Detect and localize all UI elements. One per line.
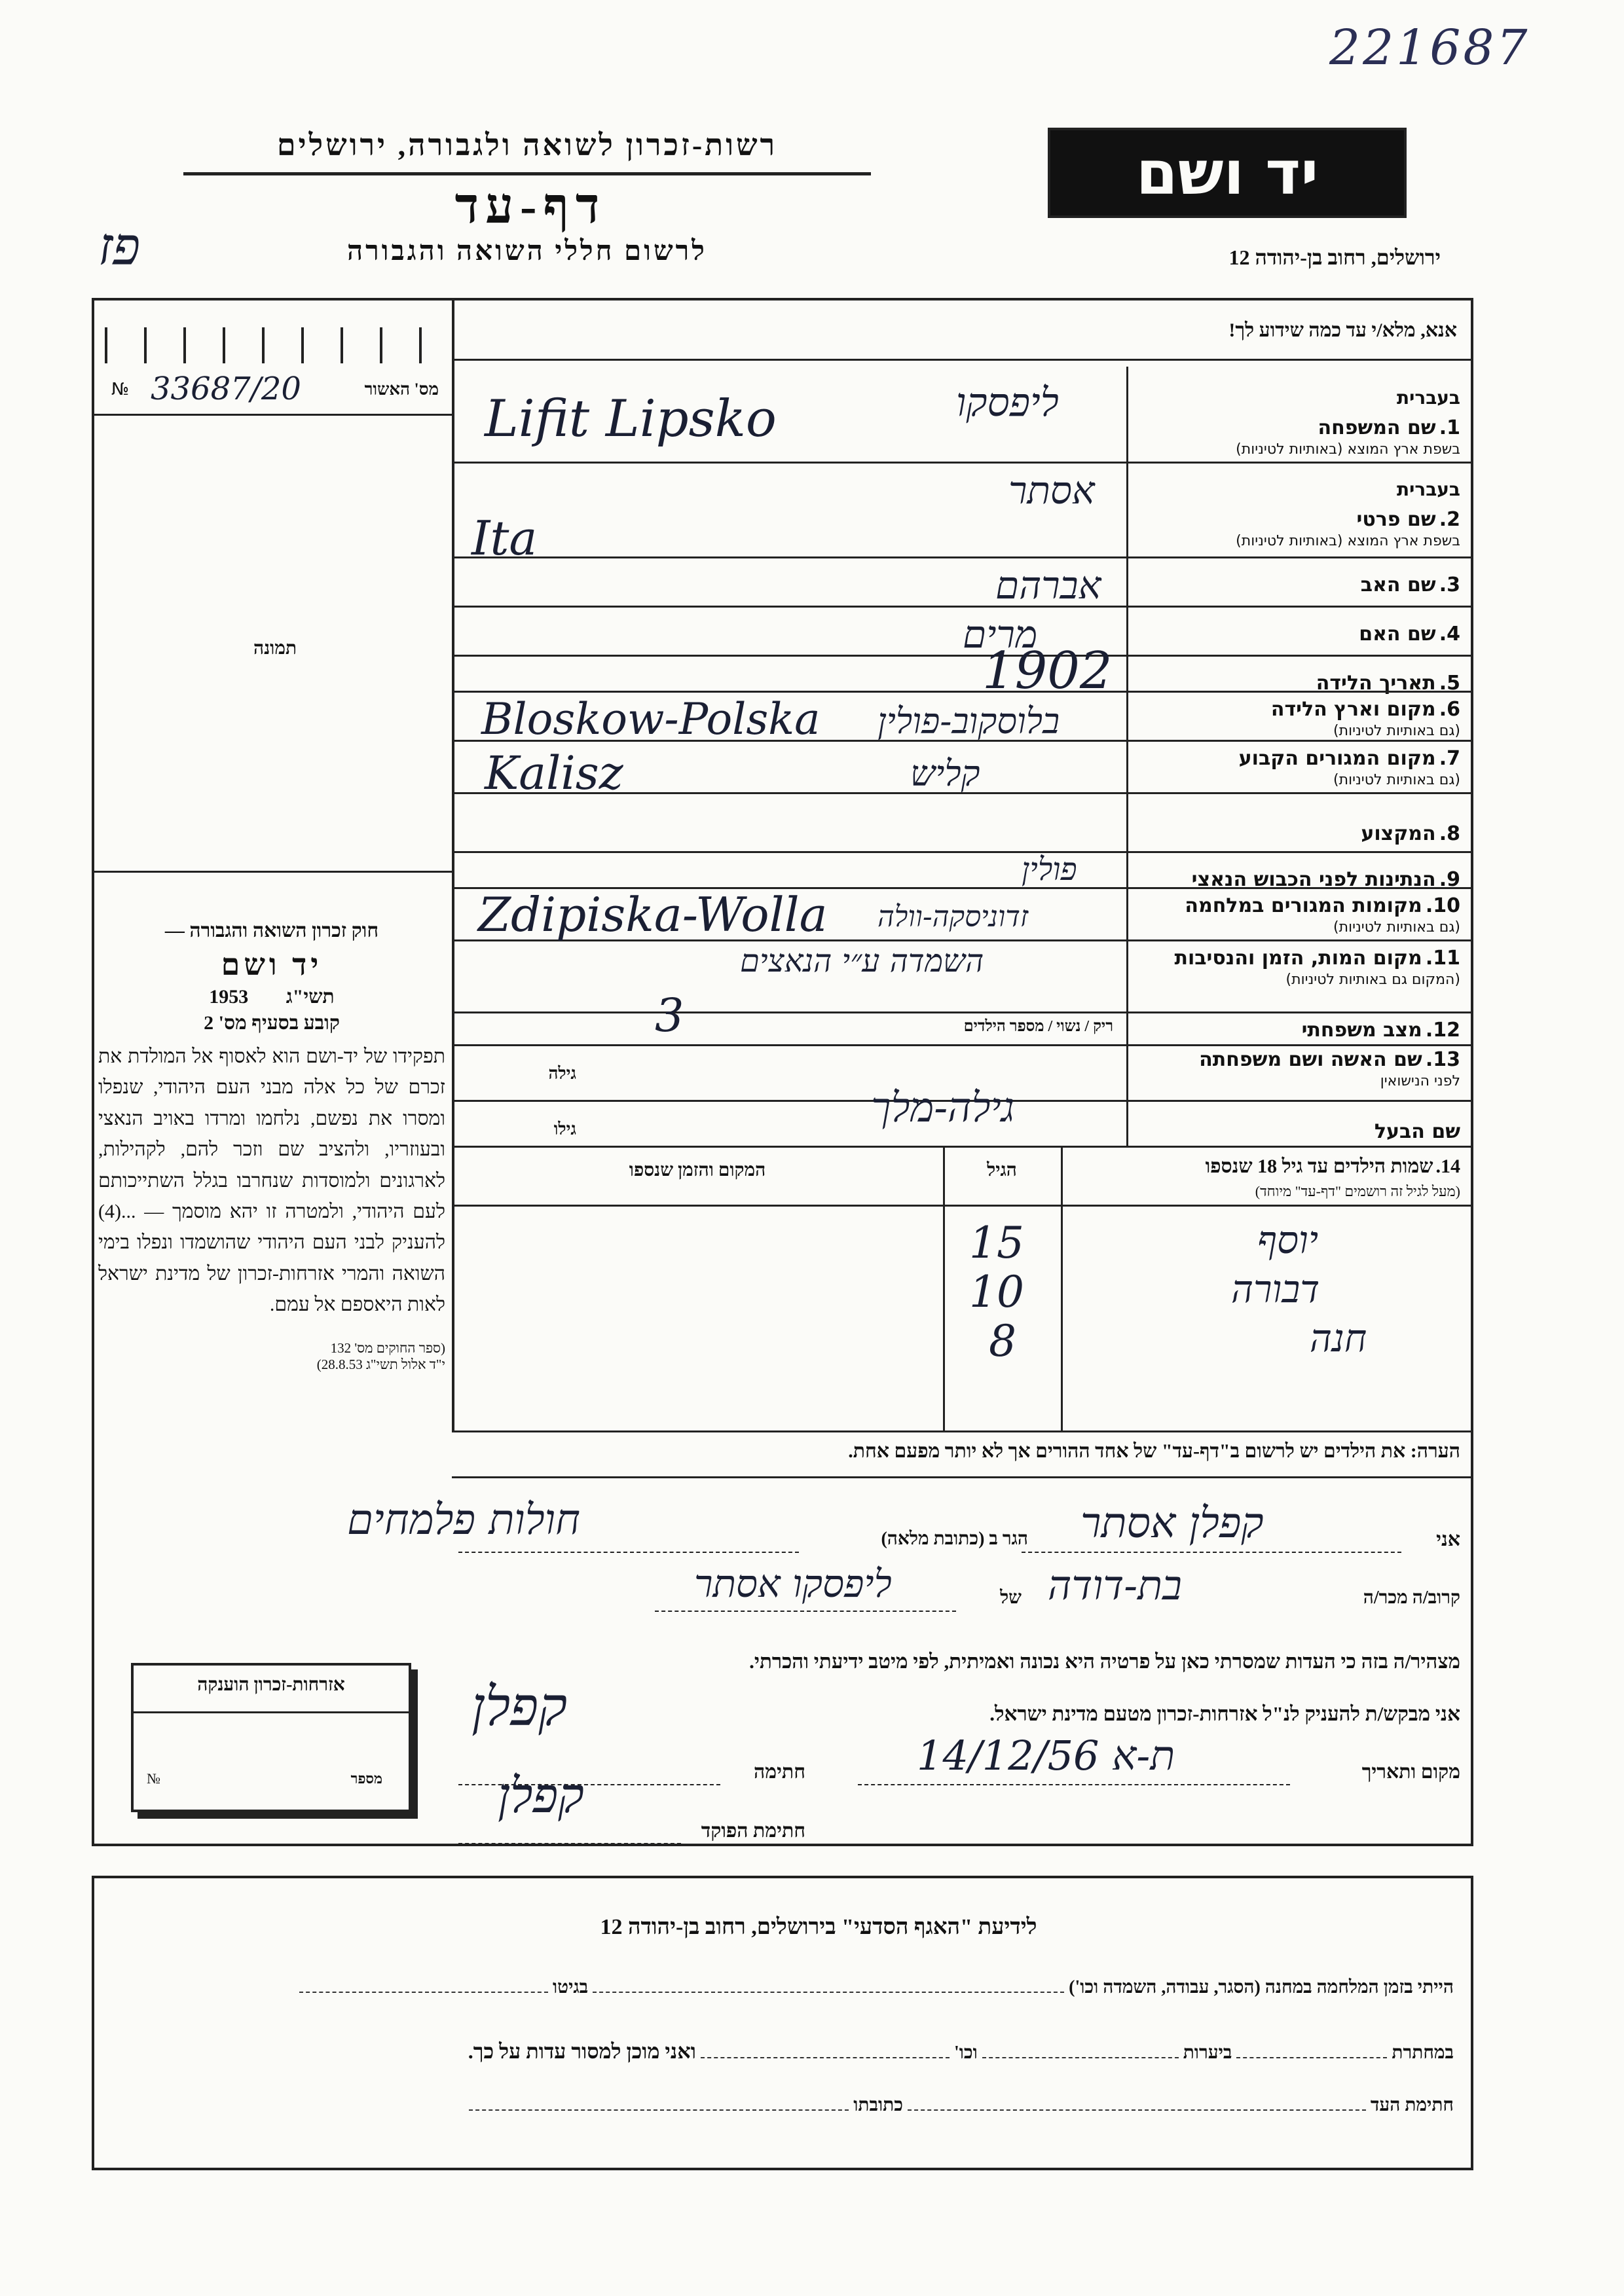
field-sub-birthplace: (גם באותיות לטיניות) <box>1333 722 1460 739</box>
children-place-header: המקום והזמן שנספו <box>629 1160 766 1180</box>
footer-line-2-d: ואני מוכן למסור עדות על כך. <box>468 2039 696 2063</box>
child-age-2: 10 <box>969 1267 1024 1317</box>
register-number-row <box>105 373 445 412</box>
decl-officer-label: חתימת הפוקד <box>701 1820 805 1842</box>
value-mother: מרים <box>963 612 1038 657</box>
value-birthplace-latin: Bloskow-Polska <box>481 694 821 744</box>
value-father: אברהם <box>995 563 1101 608</box>
footer-line-3-a: חתימת העד <box>1370 2095 1454 2115</box>
citizenship-number-row <box>147 1770 396 1787</box>
field-sub-spouse: לפני הנישואין <box>1380 1072 1460 1089</box>
decl-address: חולות פלמחים <box>347 1496 580 1544</box>
field-num-6: 6. <box>1439 698 1460 721</box>
hebrew-col-1: בעברית <box>1396 387 1460 409</box>
value-children-count: 3 <box>655 989 684 1042</box>
value-first-latin: Ita <box>471 511 538 566</box>
footer-notice: לידיעת "האגף הסדעי" בירושלים, רחוב בן-יהודה 12 <box>600 1915 1037 1939</box>
decl-relative-label: קרוב/ה מכר/ה <box>1363 1588 1460 1608</box>
children-note: הערה: את הילדים יש לרשום ב"דף-עד" של אחד ההורים אך לא יותר מפעם אחת. <box>848 1440 1460 1462</box>
child-age-1: 15 <box>969 1218 1024 1268</box>
field-label-birthdate: תאריך הלידה <box>1316 672 1436 695</box>
citizenship-box-title: אזרחות-זכרון הוענקה <box>197 1675 345 1695</box>
law-box <box>98 920 445 1373</box>
citizenship-number-label: מספר <box>350 1770 382 1787</box>
field-num-11: 11. <box>1425 947 1460 970</box>
footer-line-3 <box>111 2095 1454 2116</box>
form-subtitle: לרשום חללי השואה והגבורה <box>347 236 707 266</box>
field-label-death: מקום המות, הזמן והנסיבות <box>1174 947 1422 970</box>
decl-place-date-label: מקום ותאריך <box>1361 1761 1460 1783</box>
value-birth-year: 1902 <box>982 642 1113 701</box>
corner-mark: פז <box>98 216 141 277</box>
value-wartime-hebrew: זדוניסקה-וולה <box>877 900 1029 934</box>
law-clause: קובע בסעיף מס' 2 <box>204 1012 340 1034</box>
field-sub-first: בשפת ארץ המוצא (באותיות לטיניות) <box>1236 532 1460 549</box>
value-residence-latin: Kalisz <box>485 746 623 800</box>
field-label-residence: מקום המגורים הקבוע <box>1238 747 1436 770</box>
yad-vashem-logo <box>1048 128 1407 218</box>
value-death: השמדה ע״י הנאצים <box>740 943 984 979</box>
decl-place-date: ת-א 14/12/56 <box>917 1732 1175 1779</box>
value-residence-hebrew: קליש <box>910 753 980 794</box>
citizenship-no-symbol: № <box>147 1770 160 1787</box>
field-label-father: שם האב <box>1360 574 1436 596</box>
law-title: חוק זכרון השואה והגבורה — <box>164 920 379 941</box>
field-label-family: שם המשפחה <box>1318 416 1436 439</box>
footer-line-2-c: וכו' <box>953 2043 978 2063</box>
law-org: יד ושם <box>221 948 323 981</box>
field-num-2: 2. <box>1439 508 1460 531</box>
law-body: תפקידו של יד-ושם הוא לאסוף אל המולדת את זכרם של כל אלה מבני העם היהודי, שנפלו ומסרו את נפשם, נלחמו ומרדו באויב הנאצי ובעוזריו, ולהציב שם וזכר להם, לקהילות, לארגונים ולמוסדות שנחרבו בגלל השתייכותם לעם היהודי, ולמטרה זו יהא מוסמך — ...(4) להעניק לבני העם היהודי שהושמדו ונפלו בימי השואה והמרי אזרחות-זכרון של מדינת ישראל לאות היאספם אל עמם. <box>98 1046 445 1316</box>
footer-line-2 <box>111 2039 1454 2064</box>
form-title: דף-עד <box>454 179 606 234</box>
child-name-2: דבורה <box>1231 1267 1320 1311</box>
field-num-12: 12. <box>1425 1019 1460 1042</box>
field-label-first: שם פרטי <box>1356 508 1436 531</box>
field-label-birthplace: מקום וארץ הלידה <box>1270 698 1436 721</box>
decl-officer-signature: קפלן <box>498 1768 584 1824</box>
value-wartime-latin: Zdipiska-Wolla <box>478 887 828 942</box>
field-label-marital: מצב משפחתי <box>1301 1019 1422 1042</box>
decl-relation: בת-דודה <box>1048 1561 1182 1609</box>
child-age-3: 8 <box>989 1316 1016 1366</box>
law-ref-2: י"ד אלול תשי"ג 28.8.53) <box>316 1356 445 1372</box>
children-num: 14. <box>1435 1156 1460 1177</box>
decl-signature: קפלן <box>471 1676 568 1738</box>
footer-line-3-b: כתובתו <box>853 2095 903 2115</box>
field-num-8: 8. <box>1439 822 1460 845</box>
field-sub-death: (המקום גם באותיות לטיניות) <box>1285 971 1460 988</box>
register-number: 33687/20 <box>151 371 301 407</box>
child-name-3: חנה <box>1310 1316 1367 1360</box>
value-birthplace-hebrew: בלוסקוב-פולין <box>877 701 1060 742</box>
field-sub-residence: (גם באותיות לטיניות) <box>1333 771 1460 788</box>
value-nationality: פולין <box>1022 851 1077 888</box>
photo-label: תמונה <box>253 638 297 659</box>
field-sub-family: בשפת ארץ המוצא (באותיות לטיניות) <box>1236 441 1460 458</box>
law-year: 1953 <box>209 986 249 1008</box>
age-label-wife: גילה <box>548 1064 576 1083</box>
field-num-5: 5. <box>1439 672 1460 695</box>
field-label-profession: המקצוע <box>1361 822 1436 845</box>
law-year-he: תשי"ג <box>286 986 335 1008</box>
register-strip <box>105 327 445 363</box>
decl-request: אני מבקש/ת להעניק לנ"ל אזרחות-זכרון מטעם מדינת ישראל. <box>989 1702 1460 1725</box>
field-label-nationality: הנתינות לפני הכבוש הנאצי <box>1191 868 1436 891</box>
decl-statement: מצהיר/ה בזה כי העדות שמסרתי כאן על פרטיה היא נכונה ואמיתית, לפי מיטב ידיעתי והכרתי. <box>749 1650 1460 1673</box>
children-title <box>1067 1156 1460 1200</box>
address-line: ירושלים, רחוב בן-יהודה 12 <box>1228 246 1441 269</box>
decl-signature-label: חתימה <box>754 1761 805 1783</box>
footer-line-2-a: במחתרת <box>1392 2043 1454 2063</box>
footer-line-1 <box>111 1977 1454 1998</box>
children-title-text: שמות הילדים עד גיל 18 שנספו <box>1205 1156 1433 1177</box>
decl-i-label: אני <box>1436 1529 1460 1550</box>
age-label-husband: גילו <box>553 1120 576 1139</box>
field-num-1: 1. <box>1439 416 1460 439</box>
decl-residing-label: הגר ב (כתובת מלאה) <box>881 1529 1028 1549</box>
footer-line-1-b: בגיטו <box>553 1977 589 1997</box>
decl-of-name: ליפסקו אסתר <box>694 1561 892 1606</box>
decl-of-label: של <box>1000 1588 1022 1608</box>
value-family-hebrew: ליפסקו <box>956 380 1059 426</box>
field-num-10: 10. <box>1425 894 1460 917</box>
field-num-9: 9. <box>1439 868 1460 891</box>
child-name-1: יוסף <box>1257 1218 1319 1262</box>
register-number-label: מס' האשור <box>364 380 439 399</box>
field-labels <box>1130 367 1460 1152</box>
document-number: 221687 <box>1329 20 1530 76</box>
authority-line: רשות-זכרון לשואה ולגבורה, ירושלים <box>276 128 778 162</box>
decl-declarant: קפלן אסתר <box>1080 1499 1264 1548</box>
field-num-3: 3. <box>1439 574 1460 596</box>
value-spouse-name: גילה-מלך <box>871 1084 1015 1131</box>
field-label-wartime: מקומות המגורים במלחמה <box>1185 894 1422 917</box>
field-sub-wartime: (גם באותיות לטיניות) <box>1333 919 1460 936</box>
field-num-7: 7. <box>1439 747 1460 770</box>
children-age-header: הגיל <box>987 1160 1017 1180</box>
value-family-latin: Lifit Lipsko <box>485 390 777 448</box>
field-num-4: 4. <box>1439 623 1460 646</box>
value-first-hebrew: אסתר <box>1008 468 1095 513</box>
field-label-husband: שם הבעל <box>1374 1120 1460 1143</box>
field-label-mother: שם האם <box>1359 623 1436 646</box>
citizenship-box <box>131 1663 411 1812</box>
form-instruction: אנא, מלא/י עד כמה שידוע לך! <box>1228 319 1457 341</box>
children-sub: (מעל לגיל זה רושמים "דף-עד" מיוחד) <box>1255 1183 1460 1199</box>
register-no-symbol: № <box>111 380 130 399</box>
logo-text: יד ושם <box>1135 137 1319 208</box>
footer-line-2-b: ביערות <box>1183 2043 1232 2063</box>
law-ref-1: (ספר החוקים מס' 132 <box>330 1339 445 1356</box>
hebrew-col-2: בעברית <box>1396 479 1460 500</box>
marital-options: ריק / נשוי / מספר הילדים <box>963 1018 1113 1035</box>
field-label-spouse: שם האשה ושם משפחתה <box>1199 1048 1422 1071</box>
field-num-13: 13. <box>1425 1048 1460 1071</box>
footer-line-1-a: הייתי בזמן המלחמה במחנה (הסגר, עבודה, השמדה וכו') <box>1069 1977 1454 1997</box>
